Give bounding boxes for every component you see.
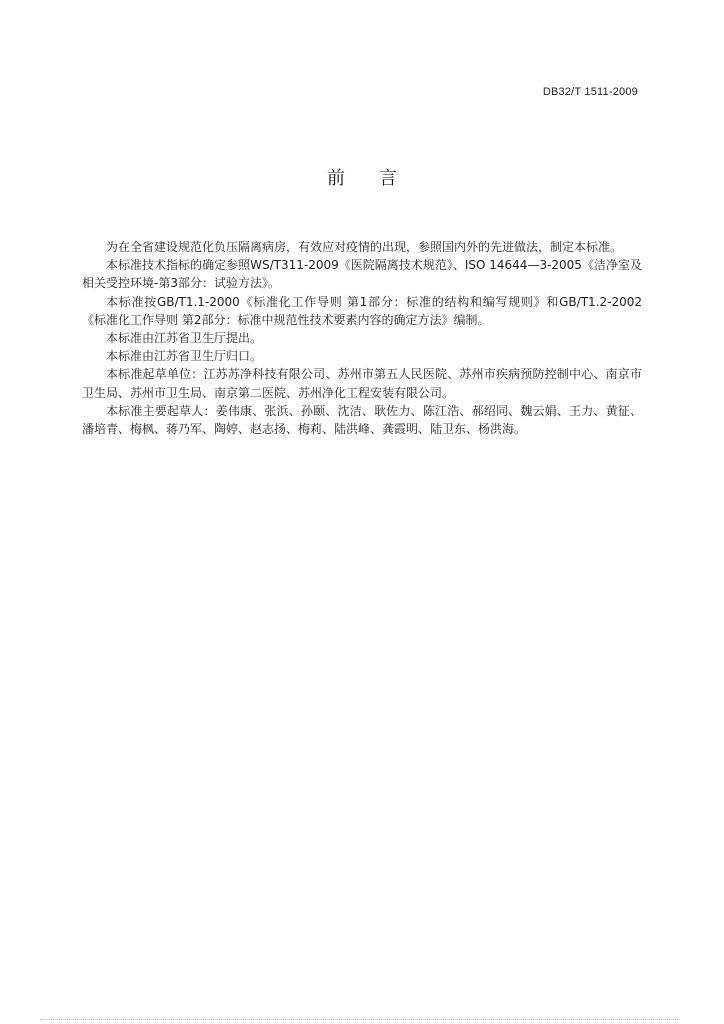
title-char-1: 前 [327, 168, 345, 189]
paragraph-technical-reference: 本标准技术指标的确定参照WS/T311-2009《医院隔离技术规范》、ISO 14644—3-2005《洁净室及相关受控环境-第3部分：试验方法》。 [82, 258, 642, 291]
page-title [0, 164, 724, 190]
scan-edge-divider [40, 1019, 680, 1022]
paragraph-managed-by: 本标准由江苏省卫生厅归口。 [106, 349, 263, 364]
title-char-2: 言 [379, 168, 397, 189]
paragraph-purpose: 为在全省建设规范化负压隔离病房，有效应对疫情的出现，参照国内外的先进做法，制定本标准。 [106, 240, 623, 254]
paragraph-proposed-by: 本标准由江苏省卫生厅提出。 [106, 331, 263, 346]
document-code: DB32/T 1511-2009 [542, 86, 638, 98]
paragraph-drafting-units: 本标准起草单位：江苏苏净科技有限公司、苏州市第五人民医院、苏州市疾病预防控制中心、南京市卫生局、苏州市卫生局、南京第二医院、苏州净化工程安装有限公司。 [82, 367, 642, 400]
paragraph-main-drafters: 本标准主要起草人：姜伟康、张浜、孙颐、沈洁、耿佐力、陈江浩、郝绍同、魏云娟、王力、黄征、潘培青、梅枫、蒋乃军、陶婷、赵志扬、梅莉、陆洪峰、龚霞明、陆卫东、杨洪海。 [82, 403, 642, 437]
paragraph-drafting-rules: 本标准按GB/T1.1-2000《标准化工作导则 第1部分：标准的结构和编写规则》和GB/T1.2-2002《标准化工作导则 第2部分：标准中规范性技术要素内容的确定方法》编制。 [82, 294, 642, 327]
foreword-body [82, 238, 642, 438]
